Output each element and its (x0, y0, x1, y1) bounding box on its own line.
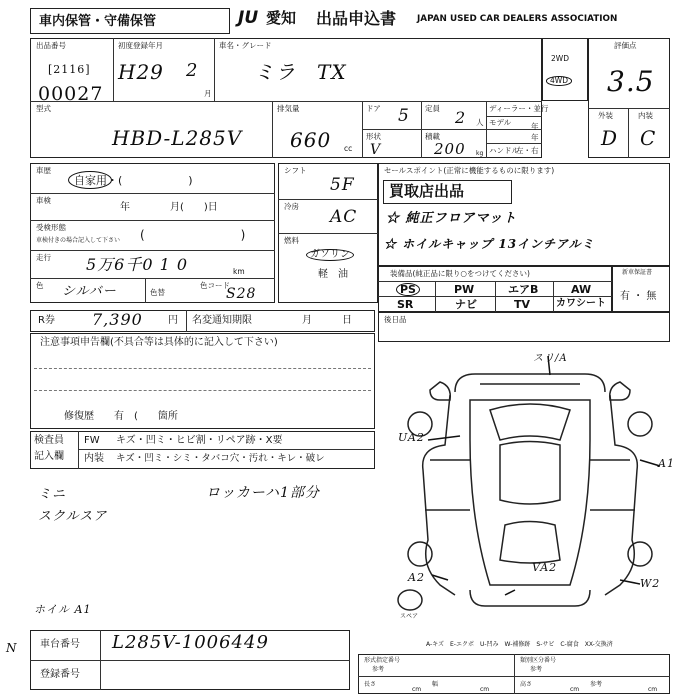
model-label: 型式 (36, 104, 51, 113)
inspection-format: 年 月( )日 (120, 202, 218, 213)
ac-label: 冷房 (284, 202, 299, 211)
divider (30, 660, 350, 661)
scratch-codes: キズ・凹ミ・ヒビ割・リペア跡・X要 (116, 435, 283, 446)
sales-point-label: セールスポイント(正常に機能するものに限ります) (384, 166, 555, 175)
notes-line (34, 368, 371, 369)
mileage-label: 走行 (36, 253, 51, 262)
divider (145, 278, 146, 303)
buyer-stamp-text: 買取店出品 (389, 182, 465, 200)
after-day-label: 後日品 (384, 315, 407, 324)
repair-history-label: 修復歴 有 ( 箇所 (64, 411, 178, 422)
divider (628, 108, 629, 158)
inspector-note-2: スクルスア (38, 509, 108, 524)
after-day-block (378, 312, 670, 342)
color-code-value: S28 (226, 286, 257, 302)
divider (214, 38, 215, 101)
inspector-note-4: ホイル A1 (34, 603, 92, 616)
recycle-yen-unit: 円 (168, 315, 178, 326)
divider (362, 129, 542, 130)
height-label: 高さ (520, 681, 533, 688)
divider (553, 281, 554, 312)
first-registration-label: 初度登録年月 (118, 41, 163, 50)
divider (30, 250, 275, 251)
damage-label-a2: A2 (408, 571, 425, 584)
inspector-label: 検査員 (34, 435, 64, 446)
exterior-grade-value: D (601, 126, 619, 150)
equipment-ps-circled: PS (396, 283, 420, 296)
divider (272, 101, 273, 158)
recycle-deadline-format: 月 日 (302, 315, 352, 326)
width-label: 幅 (432, 681, 439, 688)
equipment-leather-seat: カワシート (556, 298, 606, 309)
mileage-value: 5万6千0 1 0 (86, 255, 189, 274)
reference-label: 参考 (530, 666, 543, 673)
registration-year-value: H29 (118, 60, 164, 84)
drive-2wd-option: 2WD (551, 54, 569, 63)
chassis-number-value: L285V-1006449 (112, 632, 269, 653)
chassis-number-label: 車台番号 (40, 639, 80, 650)
recycle-deadline-label: 名変通知期限 (192, 315, 252, 326)
rating-label: 評価点 (614, 41, 637, 50)
damage-label-a1: A1 (658, 457, 675, 470)
damage-code-legend: A-キズ E-エクボ U-凹み W-補修跡 S-サビ C-腐食 XX-交換済 (426, 641, 613, 648)
fuel-label: 燃料 (284, 236, 299, 245)
door-value: 5 (398, 106, 410, 126)
damage-label-top: スリ/A (533, 353, 568, 364)
model-value: HBD-L285V (112, 126, 243, 150)
drive-type-box (542, 38, 588, 101)
divider (588, 108, 670, 109)
warranty-options: 有 ・ 無 (620, 291, 657, 302)
shift-label: シフト (284, 166, 307, 175)
capacity-label: 定員 (425, 104, 440, 113)
divider (495, 281, 496, 312)
diagram-n-mark: N (6, 641, 18, 655)
spare-label: スペア (400, 613, 419, 620)
lot-number-value: 00027 (38, 83, 104, 105)
divider (486, 116, 542, 117)
recycle-label: R券 (38, 315, 55, 326)
registration-month-value: 2 (186, 60, 199, 81)
brand-logo-mark: JU (238, 8, 259, 28)
divider (30, 278, 275, 279)
inspection-label: 車検 (36, 196, 51, 205)
rating-value: 3.5 (607, 65, 655, 98)
history-label: 車歴 (36, 166, 51, 175)
reference-label: 参考 (372, 666, 385, 673)
warranty-label: 新車保証書 (622, 269, 653, 276)
divider (30, 193, 275, 194)
form-number-label: 形式指定番号 (364, 657, 401, 664)
form-title: 出品申込書 (316, 9, 397, 28)
history-options: 自家用・( ) (74, 174, 193, 187)
equipment-pw: PW (454, 283, 475, 296)
color-change-label: 色替 (150, 288, 165, 297)
recycle-amount-value: 7,390 (92, 310, 143, 329)
equipment-sr: SR (397, 298, 414, 311)
equipment-airbag: エアB (508, 283, 539, 296)
divider (30, 220, 275, 221)
pending-parens: ( ) (140, 228, 246, 242)
divider (278, 199, 378, 200)
divider (278, 233, 378, 234)
shift-value: 5F (330, 175, 355, 195)
change-year-unit: 年 (531, 133, 539, 142)
equipment-label: 装備品(純正品に限り○をつけてください) (390, 269, 530, 278)
handle-options: 左・右 (516, 146, 539, 155)
pending-note: 車検付きの場合記入して下さい (36, 237, 121, 244)
damage-label-va2: VA2 (532, 561, 558, 574)
model-year-unit: 年 (531, 122, 539, 131)
notes-line (34, 390, 371, 391)
pending-label: 受検形態 (36, 223, 66, 232)
divider (358, 676, 670, 677)
inspector-note-3: ロッカーハ1部分 (206, 485, 320, 501)
storage-badge-text: 車内保管・守備保管 (39, 14, 157, 29)
dealer-import-label: ディーラー・並行 (489, 104, 549, 113)
drive-4wd-option-circled: 4WD (546, 76, 572, 86)
divider (486, 143, 542, 144)
car-name-value: ミラ TX (254, 60, 347, 84)
car-name-label: 車名・グレード (219, 41, 272, 50)
model-year-label: モデル (489, 118, 512, 127)
length-label: 長さ (364, 681, 377, 688)
reference-unit: cm (648, 686, 658, 693)
equipment-navi: ナビ (455, 298, 477, 311)
equipment-tv: TV (514, 298, 531, 311)
displacement-value: 660 (290, 128, 332, 152)
fuel-gasoline-circled: ガソリン (306, 249, 354, 261)
displacement-label: 排気量 (277, 104, 300, 113)
handle-label: ハンドル (489, 146, 519, 155)
sales-point-2: ☆ ホイルキャップ 13インチアルミ (384, 237, 595, 251)
divider (30, 101, 542, 102)
notes-label: 注意事項申告欄(不具合等は具体的に記入して下さい) (40, 337, 278, 348)
mileage-unit: km (233, 267, 245, 276)
divider (186, 310, 187, 332)
divider (435, 281, 436, 312)
load-label: 積載 (425, 132, 440, 141)
color-code-label: 色コード (200, 281, 230, 290)
door-label: ドア (366, 104, 381, 113)
height-unit: cm (570, 686, 580, 693)
divider (113, 38, 114, 101)
interior-codes: キズ・凹ミ・シミ・タバコ穴・汚れ・キレ・破レ (116, 453, 325, 464)
damage-label-ua2: UA2 (398, 431, 425, 444)
divider (78, 449, 375, 450)
storage-badge (30, 8, 230, 34)
history-private-circled (68, 171, 112, 189)
brand-name: 愛知 (266, 9, 297, 27)
interior-grade-value: C (640, 126, 657, 150)
inspector-note-1: ミニ (38, 487, 67, 502)
length-unit: cm (412, 686, 422, 693)
damage-label-w2: W2 (640, 577, 661, 590)
lot-number-label: 出品番号 (36, 41, 66, 50)
entry-label: 記入欄 (34, 451, 64, 462)
divider (100, 630, 101, 690)
color-label: 色 (36, 281, 44, 290)
class-number-label: 類別区分番号 (520, 657, 557, 664)
load-value: 200 (434, 140, 466, 158)
shape-label: 形状 (366, 132, 381, 141)
load-unit: kg (476, 150, 484, 157)
association-name: JAPAN USED CAR DEALERS ASSOCIATION (417, 14, 618, 24)
shape-value: V (370, 142, 382, 158)
fuel-diesel-option: 軽 油 (318, 269, 348, 280)
displacement-unit: cc (344, 144, 353, 153)
ac-value: AC (330, 207, 358, 227)
divider (514, 654, 515, 694)
width-unit: cm (480, 686, 490, 693)
capacity-unit: 人 (476, 118, 484, 127)
equipment-aw: AW (571, 283, 592, 296)
interior-label: 内装 (638, 111, 653, 120)
fw-label: FW (84, 435, 100, 446)
divider (78, 431, 79, 469)
registration-number-label: 登録番号 (40, 669, 80, 680)
capacity-value: 2 (455, 108, 467, 127)
lot-prefix: [2116] (48, 63, 91, 76)
registration-month-unit: 月 (204, 89, 212, 98)
color-value: シルバー (62, 284, 117, 299)
sales-point-1: ☆ 純正フロアマット (386, 211, 518, 226)
reference-label: 参考 (590, 681, 603, 688)
exterior-label: 外装 (598, 111, 613, 120)
interior-check-label: 内装 (84, 453, 104, 464)
